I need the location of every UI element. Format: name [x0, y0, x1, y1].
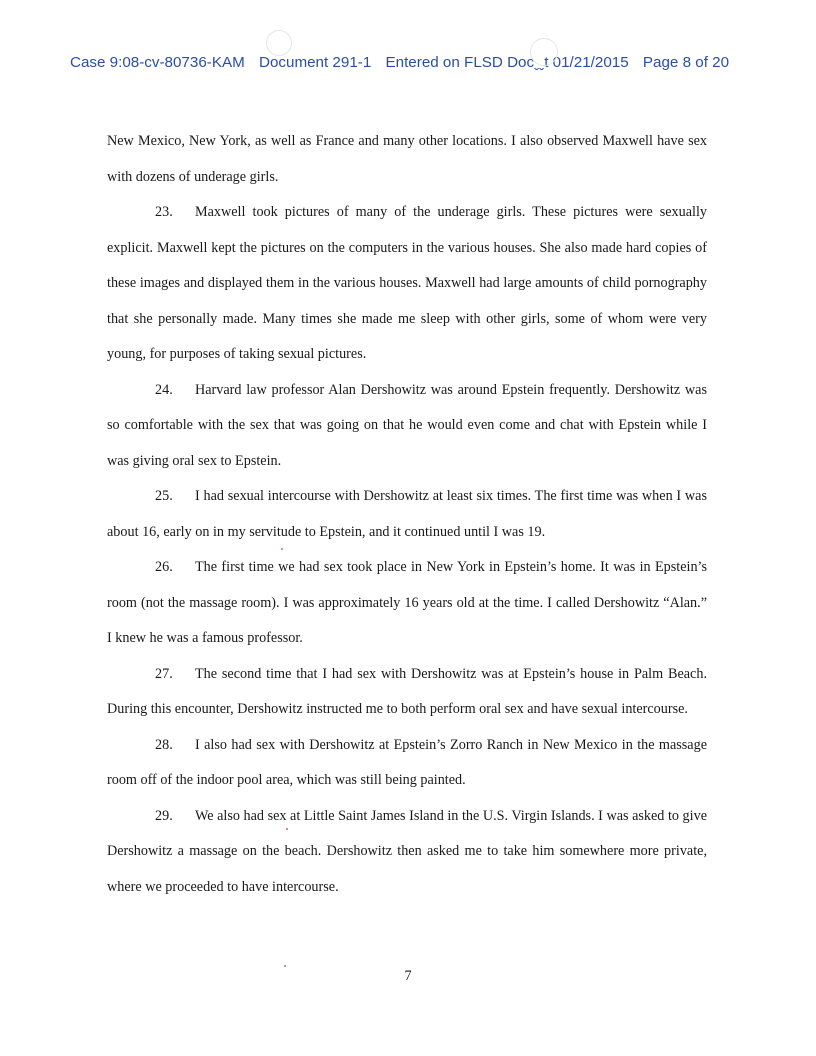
paragraph-25 — [107, 479, 707, 550]
paragraph-number: 27. — [155, 665, 173, 682]
entered-date: Entered on FLSD Docˬˬt 01/21/2015 — [385, 54, 629, 71]
paragraph-number: 28. — [155, 736, 173, 753]
case-header — [70, 54, 750, 71]
paragraph-24 — [107, 373, 707, 480]
scan-speck — [286, 828, 288, 830]
scan-speck — [284, 965, 286, 967]
paragraph-number: 29. — [155, 807, 173, 824]
paragraph-28 — [107, 728, 707, 799]
page-number: 7 — [404, 968, 412, 984]
document-body — [107, 124, 707, 905]
paragraph-continuation — [107, 124, 707, 195]
scan-circle-mark — [530, 38, 558, 66]
paragraph-text: Harvard law professor Alan Dershowitz was around Epstein frequently. Dershowitz was so comfortable with the sex that was going on that he would even come and chat with Epstein while I was giving oral sex to Epstein. — [107, 381, 707, 469]
page-indicator: Page 8 of 20 — [642, 54, 730, 71]
paragraph-number: 26. — [155, 559, 173, 575]
paragraph-text: I had sexual intercourse with Dershowitz at least six times. The first time was when I was about 16, early on in my servitude to Epstein, and it continued until I was 19. — [107, 488, 707, 540]
case-number: Case 9:08-cv-80736-KAM — [70, 54, 245, 71]
paragraph-23 — [107, 195, 707, 373]
document-number: Document 291-1 — [258, 54, 372, 71]
paragraph-text: The first time we had sex took place in New York in Epstein’s home. It was in Epstein’s room (not the massage room). I was approximately 16 years old at the time. I called Dershowitz “Alan.” I knew he was a famous professor. — [107, 559, 707, 646]
paragraph-text: I also had sex with Dershowitz at Epstein’s Zorro Ranch in New Mexico in the massage room off of the indoor pool area, which was still being painted. — [107, 736, 707, 788]
paragraph-29 — [107, 799, 707, 906]
scan-speck — [281, 548, 283, 550]
paragraph-number: 23. — [155, 204, 173, 220]
paragraph-text: Maxwell took pictures of many of the underage girls. These pictures were sexually explicit. Maxwell kept the pictures on the computers in the various houses. She also made hard copies of these images and displayed them in the various houses. Maxwell had large amounts of child pornography that she personally made. Many times she made me sleep with other girls, some of whom were very young, for purposes of taking sexual pictures. — [107, 204, 707, 362]
paragraph-26 — [107, 550, 707, 657]
paragraph-number: 25. — [155, 488, 173, 504]
paragraph-number: 24. — [155, 381, 173, 398]
paragraph-text: The second time that I had sex with Dershowitz was at Epstein’s house in Palm Beach. During this encounter, Dershowitz instructed me to both perform oral sex and have sexual intercourse. — [107, 665, 707, 717]
paragraph-27 — [107, 657, 707, 728]
scan-circle-mark — [266, 30, 292, 56]
paragraph-text: New Mexico, New York, as well as France and many other locations. I also observed Maxwell have sex with dozens of underage girls. — [107, 133, 707, 185]
paragraph-text: We also had sex at Little Saint James Island in the U.S. Virgin Islands. I was asked to give Dershowitz a massage on the beach. Dershowitz then asked me to take him somewhere more private, where we proceeded to have intercourse. — [107, 807, 707, 895]
